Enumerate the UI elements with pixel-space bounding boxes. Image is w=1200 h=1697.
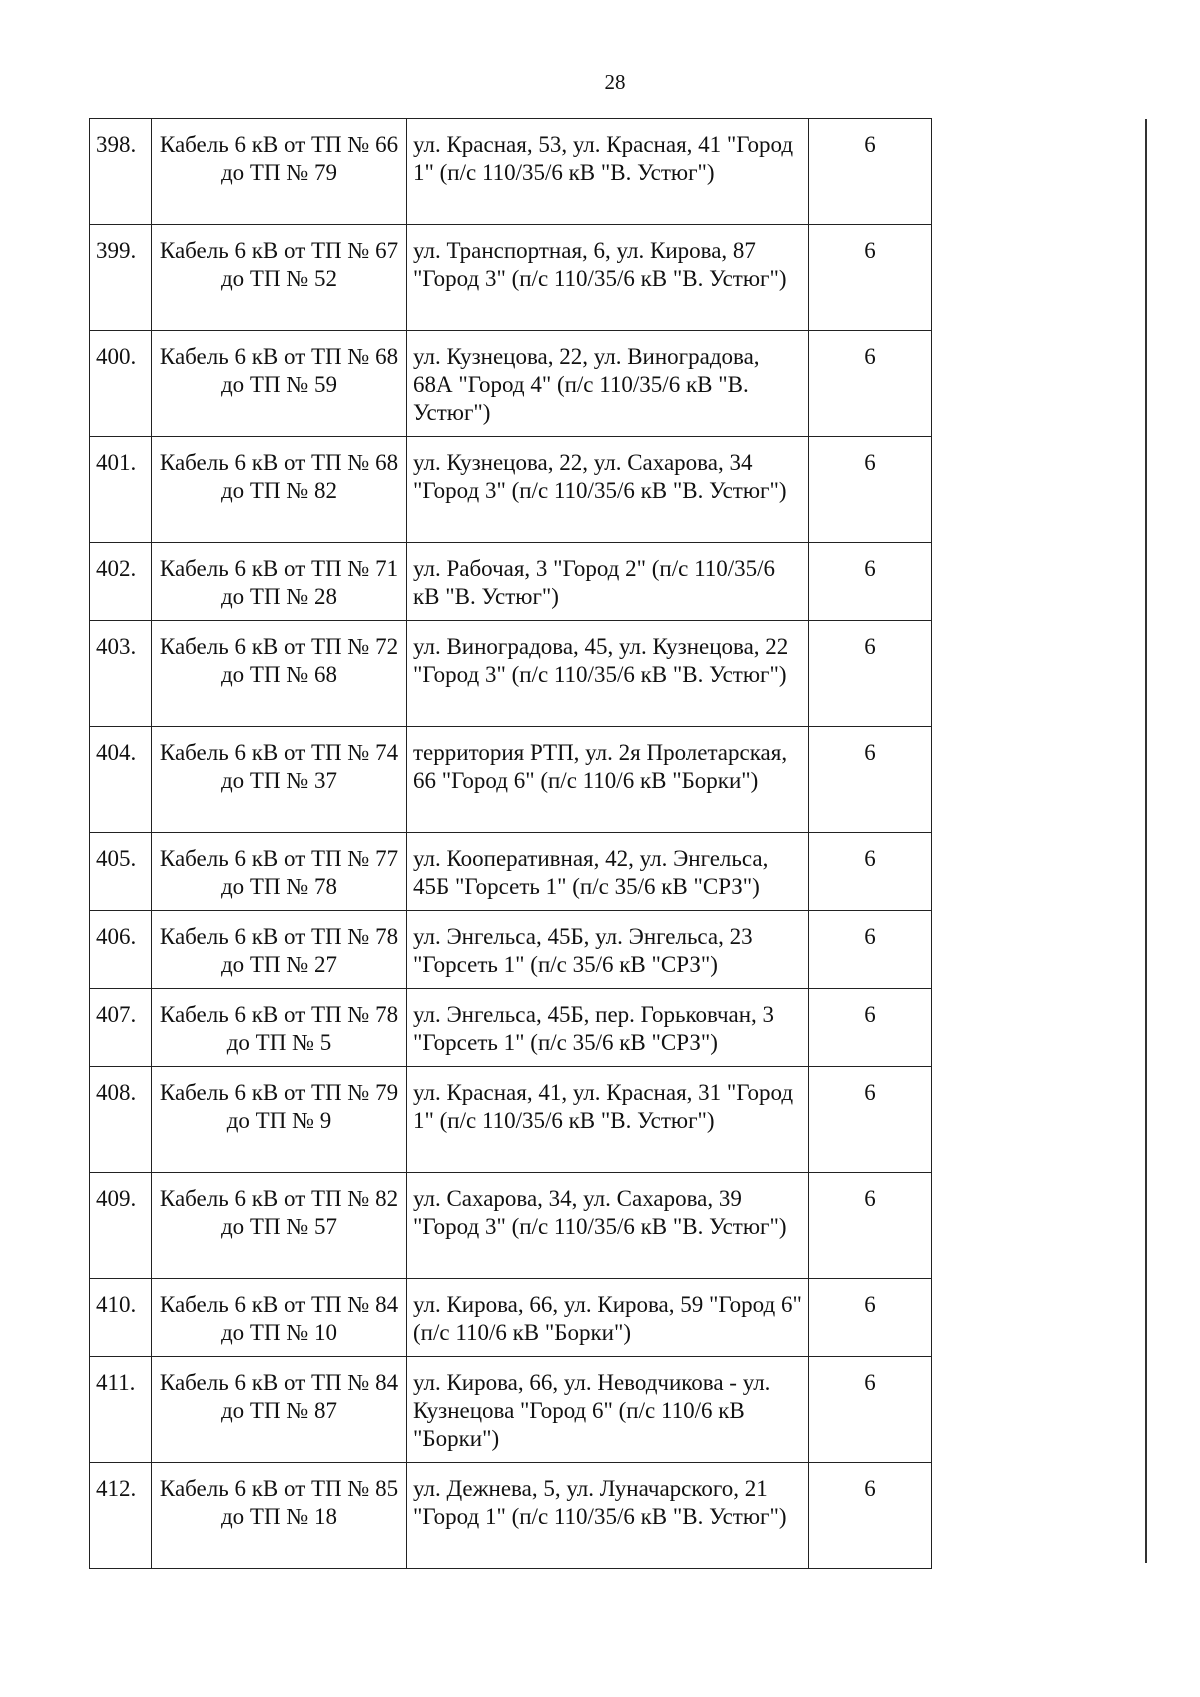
cable-voltage: 6 — [809, 1357, 932, 1463]
cable-voltage: 6 — [809, 1173, 932, 1279]
cable-address: ул. Сахарова, 34, ул. Сахарова, 39 "Город 3" (п/с 110/35/6 кВ "В. Устюг") — [407, 1173, 809, 1279]
row-number: 407. — [90, 989, 152, 1067]
table-row — [90, 543, 932, 621]
row-number: 412. — [90, 1463, 152, 1569]
row-number: 409. — [90, 1173, 152, 1279]
margin-rule — [1145, 119, 1147, 1563]
table-row — [90, 1173, 932, 1279]
table-row — [90, 437, 932, 543]
cable-address: ул. Кирова, 66, ул. Кирова, 59 "Город 6" (п/с 110/6 кВ "Борки") — [407, 1279, 809, 1357]
cable-name: Кабель 6 кВ от ТП № 68 до ТП № 82 — [152, 437, 407, 543]
table-row — [90, 1279, 932, 1357]
row-number: 399. — [90, 225, 152, 331]
page-number: 28 — [604, 70, 626, 94]
cable-voltage: 6 — [809, 1463, 932, 1569]
cable-voltage: 6 — [809, 119, 932, 225]
cable-address: ул. Энгельса, 45Б, ул. Энгельса, 23 "Горсеть 1" (п/с 35/6 кВ "СРЗ") — [407, 911, 809, 989]
row-number: 401. — [90, 437, 152, 543]
row-number: 400. — [90, 331, 152, 437]
cable-name: Кабель 6 кВ от ТП № 74 до ТП № 37 — [152, 727, 407, 833]
table-row — [90, 911, 932, 989]
cable-name: Кабель 6 кВ от ТП № 77 до ТП № 78 — [152, 833, 407, 911]
row-number: 406. — [90, 911, 152, 989]
table-row — [90, 727, 932, 833]
cable-voltage: 6 — [809, 911, 932, 989]
cable-address: ул. Энгельса, 45Б, пер. Горьковчан, 3 "Горсеть 1" (п/с 35/6 кВ "СРЗ") — [407, 989, 809, 1067]
table-row — [90, 833, 932, 911]
row-number: 398. — [90, 119, 152, 225]
cable-name: Кабель 6 кВ от ТП № 72 до ТП № 68 — [152, 621, 407, 727]
cable-voltage: 6 — [809, 331, 932, 437]
table-row — [90, 1067, 932, 1173]
cable-name: Кабель 6 кВ от ТП № 67 до ТП № 52 — [152, 225, 407, 331]
cable-voltage: 6 — [809, 727, 932, 833]
table-row — [90, 1357, 932, 1463]
cable-voltage: 6 — [809, 833, 932, 911]
row-number: 404. — [90, 727, 152, 833]
cable-name: Кабель 6 кВ от ТП № 68 до ТП № 59 — [152, 331, 407, 437]
cable-address: ул. Красная, 53, ул. Красная, 41 "Город 1" (п/с 110/35/6 кВ "В. Устюг") — [407, 119, 809, 225]
cable-address: ул. Виноградова, 45, ул. Кузнецова, 22 "Город 3" (п/с 110/35/6 кВ "В. Устюг") — [407, 621, 809, 727]
cable-name: Кабель 6 кВ от ТП № 79 до ТП № 9 — [152, 1067, 407, 1173]
table-row — [90, 989, 932, 1067]
table-row — [90, 119, 932, 225]
row-number: 408. — [90, 1067, 152, 1173]
cable-address: ул. Рабочая, 3 "Город 2" (п/с 110/35/6 кВ "В. Устюг") — [407, 543, 809, 621]
cable-name: Кабель 6 кВ от ТП № 71 до ТП № 28 — [152, 543, 407, 621]
row-number: 402. — [90, 543, 152, 621]
cable-name: Кабель 6 кВ от ТП № 84 до ТП № 10 — [152, 1279, 407, 1357]
cable-address: ул. Кирова, 66, ул. Неводчикова - ул. Кузнецова "Город 6" (п/с 110/6 кВ "Борки") — [407, 1357, 809, 1463]
cable-name: Кабель 6 кВ от ТП № 82 до ТП № 57 — [152, 1173, 407, 1279]
cable-address: ул. Транспортная, 6, ул. Кирова, 87 "Город 3" (п/с 110/35/6 кВ "В. Устюг") — [407, 225, 809, 331]
cable-voltage: 6 — [809, 989, 932, 1067]
cable-voltage: 6 — [809, 437, 932, 543]
cable-name: Кабель 6 кВ от ТП № 66 до ТП № 79 — [152, 119, 407, 225]
cable-address: ул. Красная, 41, ул. Красная, 31 "Город 1" (п/с 110/35/6 кВ "В. Устюг") — [407, 1067, 809, 1173]
cable-name: Кабель 6 кВ от ТП № 78 до ТП № 5 — [152, 989, 407, 1067]
cable-address: ул. Дежнева, 5, ул. Луначарского, 21 "Город 1" (п/с 110/35/6 кВ "В. Устюг") — [407, 1463, 809, 1569]
table-row — [90, 331, 932, 437]
table-row — [90, 225, 932, 331]
cable-address: ул. Кузнецова, 22, ул. Сахарова, 34 "Город 3" (п/с 110/35/6 кВ "В. Устюг") — [407, 437, 809, 543]
cable-voltage: 6 — [809, 225, 932, 331]
row-number: 410. — [90, 1279, 152, 1357]
cable-name: Кабель 6 кВ от ТП № 85 до ТП № 18 — [152, 1463, 407, 1569]
row-number: 403. — [90, 621, 152, 727]
cable-voltage: 6 — [809, 1067, 932, 1173]
table-row — [90, 1463, 932, 1569]
cable-address: ул. Кузнецова, 22, ул. Виноградова, 68А "Город 4" (п/с 110/35/6 кВ "В. Устюг") — [407, 331, 809, 437]
table-row — [90, 621, 932, 727]
cable-voltage: 6 — [809, 543, 932, 621]
cable-voltage: 6 — [809, 1279, 932, 1357]
cable-registry-table — [89, 118, 932, 1569]
cable-voltage: 6 — [809, 621, 932, 727]
row-number: 411. — [90, 1357, 152, 1463]
cable-address: территория РТП, ул. 2я Пролетарская, 66 "Город 6" (п/с 110/6 кВ "Борки") — [407, 727, 809, 833]
cable-name: Кабель 6 кВ от ТП № 84 до ТП № 87 — [152, 1357, 407, 1463]
row-number: 405. — [90, 833, 152, 911]
cable-name: Кабель 6 кВ от ТП № 78 до ТП № 27 — [152, 911, 407, 989]
cable-address: ул. Кооперативная, 42, ул. Энгельса, 45Б "Горсеть 1" (п/с 35/6 кВ "СРЗ") — [407, 833, 809, 911]
